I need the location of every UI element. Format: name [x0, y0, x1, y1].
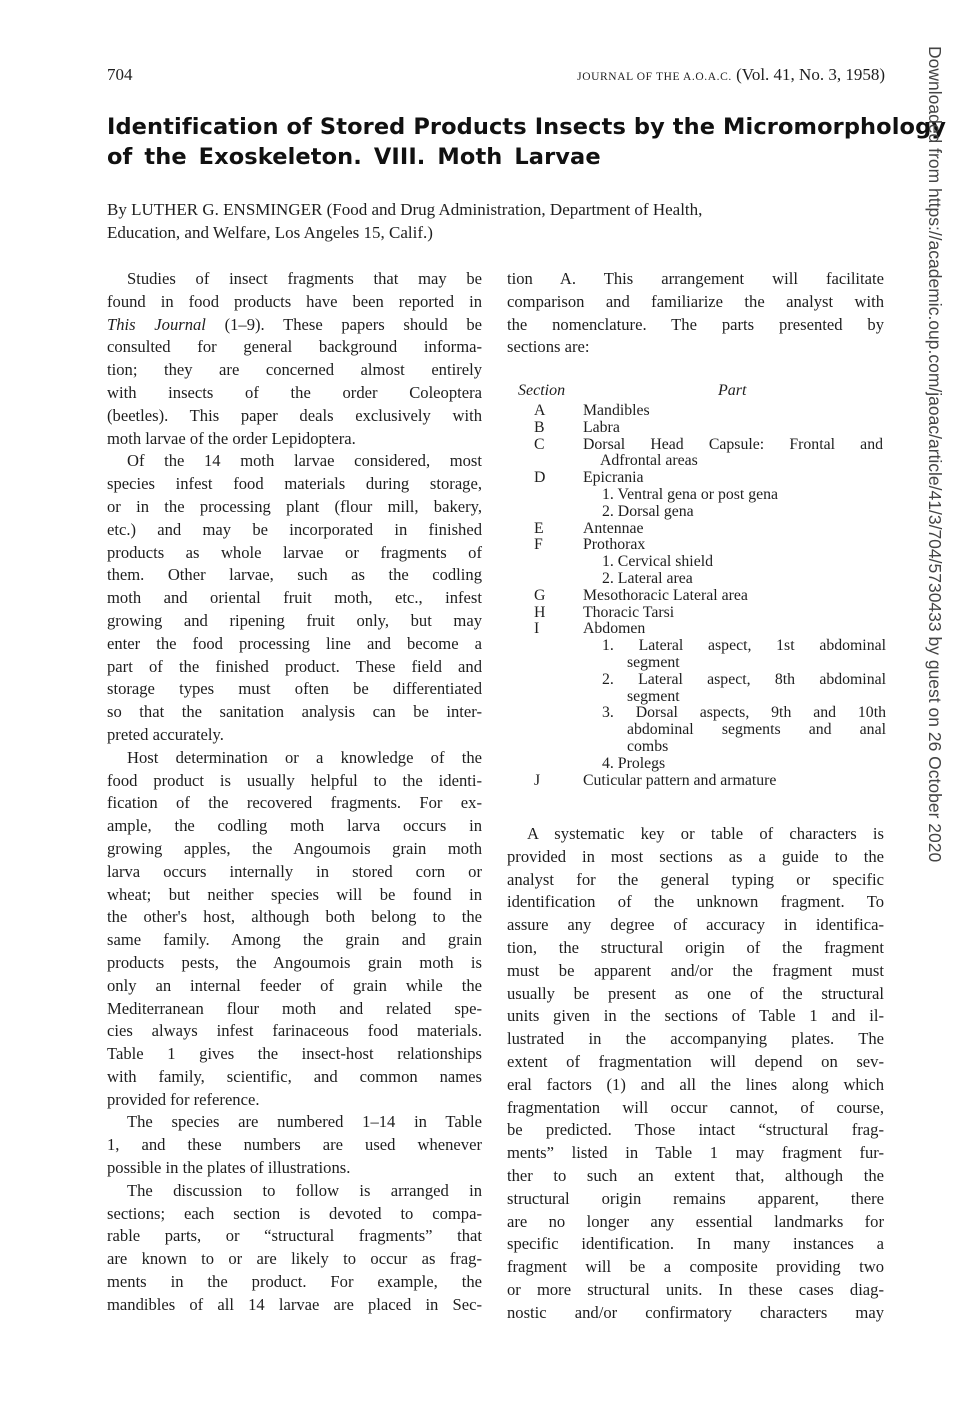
section-part [583, 470, 888, 487]
text-line: larva occurs internally in stored corn or [107, 861, 482, 881]
text-line: Table 1 gives the insect-host relationships [107, 1044, 482, 1064]
text-line: mandibles of all 14 larvae are placed in Sec- [107, 1294, 482, 1314]
text-line: with insects of the order Coleoptera [107, 382, 482, 402]
section-part [583, 420, 888, 437]
text-line: them. Other larvae, such as the codling [107, 565, 482, 585]
running-header [107, 62, 885, 88]
part-label: Cuticular pattern and armature [583, 771, 777, 789]
text-line: found in food products have been reported in [107, 291, 482, 311]
text-line: sections are: [507, 337, 590, 357]
section-row [518, 621, 888, 772]
part-label: Abdomen [583, 620, 646, 638]
part-label: Antennae [583, 519, 644, 537]
paragraph-host-determination [107, 747, 482, 1112]
section-part [583, 605, 888, 622]
text-line: Of the 14 moth larvae considered, most [127, 451, 482, 471]
section-row [518, 437, 888, 471]
journal-volume: (Vol. 41, No. 3, 1958) [736, 65, 885, 84]
text-line: Host determination or a knowledge of the [127, 747, 482, 767]
text-line: cies always infest farinaceous food materials. [107, 1021, 482, 1041]
right-column-lower [507, 823, 884, 1325]
subsection-label: segment [627, 653, 680, 671]
text-line: fragment will be a composite providing two [507, 1257, 884, 1277]
part-label: Dorsal Head Capsule: Frontal and [583, 435, 883, 453]
subsection-label: 1. Cervical shield [602, 553, 713, 571]
subsection-item [602, 571, 888, 588]
section-list-header [518, 383, 888, 403]
text-line: fragmentation will occur cannot, of course, [507, 1097, 884, 1117]
text-line: Studies of insect fragments that may be [127, 269, 482, 288]
subsection-item [602, 487, 888, 504]
section-part [583, 521, 888, 538]
text-line: growing and ripening fruit only, but may [107, 610, 482, 630]
subsection-label: combs [627, 737, 669, 755]
right-column [507, 268, 884, 359]
section-row [518, 773, 888, 790]
text-line: preted accurately. [107, 724, 224, 744]
text-line: the nomenclature. The parts presented by [507, 314, 884, 334]
text-fragment: (1–9). These papers should be [224, 314, 482, 334]
subsection-label: 1. Ventral gena or post gena [602, 485, 779, 503]
section-column-header: Section [518, 382, 566, 399]
text-line: products as whole larvae or fragments of [107, 542, 482, 562]
text-line: provided in most sections as a guide to the [507, 846, 884, 866]
text-line: The species are numbered 1–14 in Table [127, 1112, 482, 1132]
text-line: only an internal feeder of grain while the [107, 975, 482, 995]
text-line: or in the processing plant (flour mill, bakery, [107, 496, 482, 516]
section-part [583, 537, 888, 554]
text-line: the other's host, although both belong to the [107, 907, 482, 927]
text-line: usually be present as one of the structural [507, 983, 884, 1003]
left-column [107, 268, 482, 1317]
text-line: ther to such an extent that, although the [507, 1165, 884, 1185]
text-line: moth and oriental fruit moth, etc., infest [107, 588, 482, 608]
part-label: Mesothoracic Lateral area [583, 586, 748, 604]
text-line: analyst for the general typing or specific [507, 869, 884, 889]
text-line: tion; they are concerned almost entirely [107, 360, 482, 380]
section-list [518, 383, 888, 789]
section-row [518, 521, 888, 538]
subsection-label: 2. Lateral aspect, 8th abdominal [602, 670, 886, 688]
subsection-label: 4. Prolegs [602, 754, 666, 772]
text-line: ample, the codling moth larva occurs in [107, 816, 482, 836]
section-letter: E [534, 519, 544, 537]
subsection-label: 2. Dorsal gena [602, 502, 694, 520]
text-line: are no longer any essential landmarks for [507, 1211, 884, 1231]
text-line: rable parts, or “structural fragments” that [107, 1226, 482, 1246]
text-line: A systematic key or table of characters is [527, 824, 884, 843]
section-letter: J [534, 771, 541, 789]
section-part [583, 773, 888, 790]
section-part [583, 588, 888, 605]
text-line: specific identification. In many instances a [507, 1234, 884, 1254]
text-line: must be apparent and/or the fragment must [507, 960, 884, 980]
journal-ref: This Journal [107, 314, 206, 334]
section-letter: H [534, 603, 546, 621]
section-row [518, 403, 888, 420]
author-byline [107, 198, 885, 244]
section-letter: F [534, 536, 543, 554]
text-line: eral factors (1) and all the lines along which [507, 1074, 884, 1094]
text-line: food product is usually helpful to the identi- [107, 770, 482, 790]
byline-line: By LUTHER G. ENSMINGER (Food and Drug Administration, Department of Health, [107, 200, 703, 219]
text-line: or more structural units. In these cases diag- [507, 1279, 884, 1299]
title-line: of the Exoskeleton. VIII. Moth Larvae [107, 144, 601, 170]
part-column-header: Part [718, 382, 747, 399]
text-line: so that the sanitation analysis can be inter- [107, 702, 482, 722]
text-line: extent of fragmentation will depend on sev- [507, 1051, 884, 1071]
text-line: Mediterranean flour moth and related spe- [107, 998, 482, 1018]
text-line: 1, and these numbers are used whenever [107, 1135, 482, 1155]
text-line: products pests, the Angoumois grain moth is [107, 952, 482, 972]
subsection-label: segment [627, 687, 680, 705]
text-line: are known to or are likely to occur as frag- [107, 1249, 482, 1269]
subsection-item [602, 504, 888, 521]
section-part [583, 621, 888, 638]
paragraph-section-intro [507, 268, 884, 359]
article-title [107, 112, 947, 172]
text-line: storage types must often be differentiated [107, 679, 482, 699]
text-line [107, 314, 482, 337]
text-line: same family. Among the grain and grain [107, 930, 482, 950]
paragraph-intro [107, 268, 482, 450]
section-row [518, 470, 888, 520]
subsection-label: 3. Dorsal aspects, 9th and 10th [602, 704, 886, 722]
text-line: assure any degree of accuracy in identifica- [507, 915, 884, 935]
text-line: (beetles). This paper deals exclusively with [107, 405, 482, 425]
text-line: be predicted. Those intact “structural frag- [507, 1120, 884, 1140]
section-row [518, 420, 888, 437]
journal-citation [577, 62, 885, 90]
paragraph-host-species [107, 450, 482, 746]
text-line: species infest food materials during storage, [107, 474, 482, 494]
text-line: lustrated in the accompanying plates. The [507, 1029, 884, 1049]
text-line: comparison and familiarize the analyst with [507, 291, 884, 311]
text-line: provided for reference. [107, 1089, 260, 1109]
section-row [518, 537, 888, 587]
part-label: Mandibles [583, 402, 650, 419]
text-line: identification of the unknown fragment. To [507, 892, 884, 912]
subsection-item [602, 756, 888, 773]
text-line: ments in the product. For example, the [107, 1272, 482, 1292]
text-line: units given in the sections of Table 1 and il- [507, 1006, 884, 1026]
text-line: structural origin remains apparent, there [507, 1188, 884, 1208]
paragraph-species-numbering [107, 1111, 482, 1179]
paragraph-systematic-key [507, 823, 884, 1325]
journal-name: JOURNAL OF THE A.O.A.C. [577, 71, 732, 83]
text-line: moth larvae of the order Lepidoptera. [107, 428, 356, 448]
text-line: etc.) and may be incorporated in finished [107, 519, 482, 539]
section-letter: I [534, 620, 540, 638]
part-label: Adfrontal areas [600, 452, 698, 470]
section-letter: A [534, 402, 546, 419]
text-line: possible in the plates of illustrations. [107, 1158, 351, 1178]
section-rows [518, 403, 888, 789]
text-line: sections; each section is devoted to compa- [107, 1203, 482, 1223]
text-line: with family, scientific, and common names [107, 1066, 482, 1086]
page-number: 704 [107, 65, 133, 84]
text-line: ments” listed in Table 1 may fragment fur- [507, 1143, 884, 1163]
text-line: wheat; but neither species will be found in [107, 884, 482, 904]
subsection-item [602, 638, 888, 672]
text-line: tion, the structural origin of the fragment [507, 937, 884, 957]
subsection-label: 2. Lateral area [602, 569, 693, 587]
section-row [518, 588, 888, 605]
section-part [583, 403, 888, 420]
text-line: growing apples, the Angoumois grain moth [107, 838, 482, 858]
text-line: consulted for general background informa- [107, 337, 482, 357]
section-letter: B [534, 418, 545, 436]
part-label: Labra [583, 418, 620, 436]
text-line: fication of the recovered fragments. For ex- [107, 793, 482, 813]
section-row [518, 605, 888, 622]
paragraph-discussion [107, 1180, 482, 1317]
text-line: part of the finished product. These field and [107, 656, 482, 676]
text-line: The discussion to follow is arranged in [127, 1180, 482, 1200]
text-line: enter the food processing line and become a [107, 633, 482, 653]
byline-line: Education, and Welfare, Los Angeles 15, Calif.) [107, 223, 433, 242]
subsection-item [602, 672, 888, 706]
section-part [583, 437, 888, 471]
subsection-item [602, 554, 888, 571]
section-letter: C [534, 435, 545, 453]
section-letter: G [534, 586, 546, 604]
download-watermark: Downloaded from https://academic.oup.com/jaoac/article/41/3/704/5730433 by guest on 26 October 2020 [925, 46, 945, 863]
subsection-label: 1. Lateral aspect, 1st abdominal [602, 637, 886, 655]
text-line: tion A. This arrangement will facilitate [507, 269, 884, 288]
subsection-label: abdominal segments and anal [627, 721, 886, 739]
section-letter: D [534, 469, 546, 487]
subsection-item [602, 705, 888, 755]
title-line: Identification of Stored Products Insects by the Micromorphology [107, 114, 947, 140]
part-label: Prothorax [583, 536, 646, 554]
text-line: nostic and/or confirmatory characters may [507, 1302, 884, 1322]
part-label: Thoracic Tarsi [583, 603, 675, 621]
part-label: Epicrania [583, 469, 644, 487]
